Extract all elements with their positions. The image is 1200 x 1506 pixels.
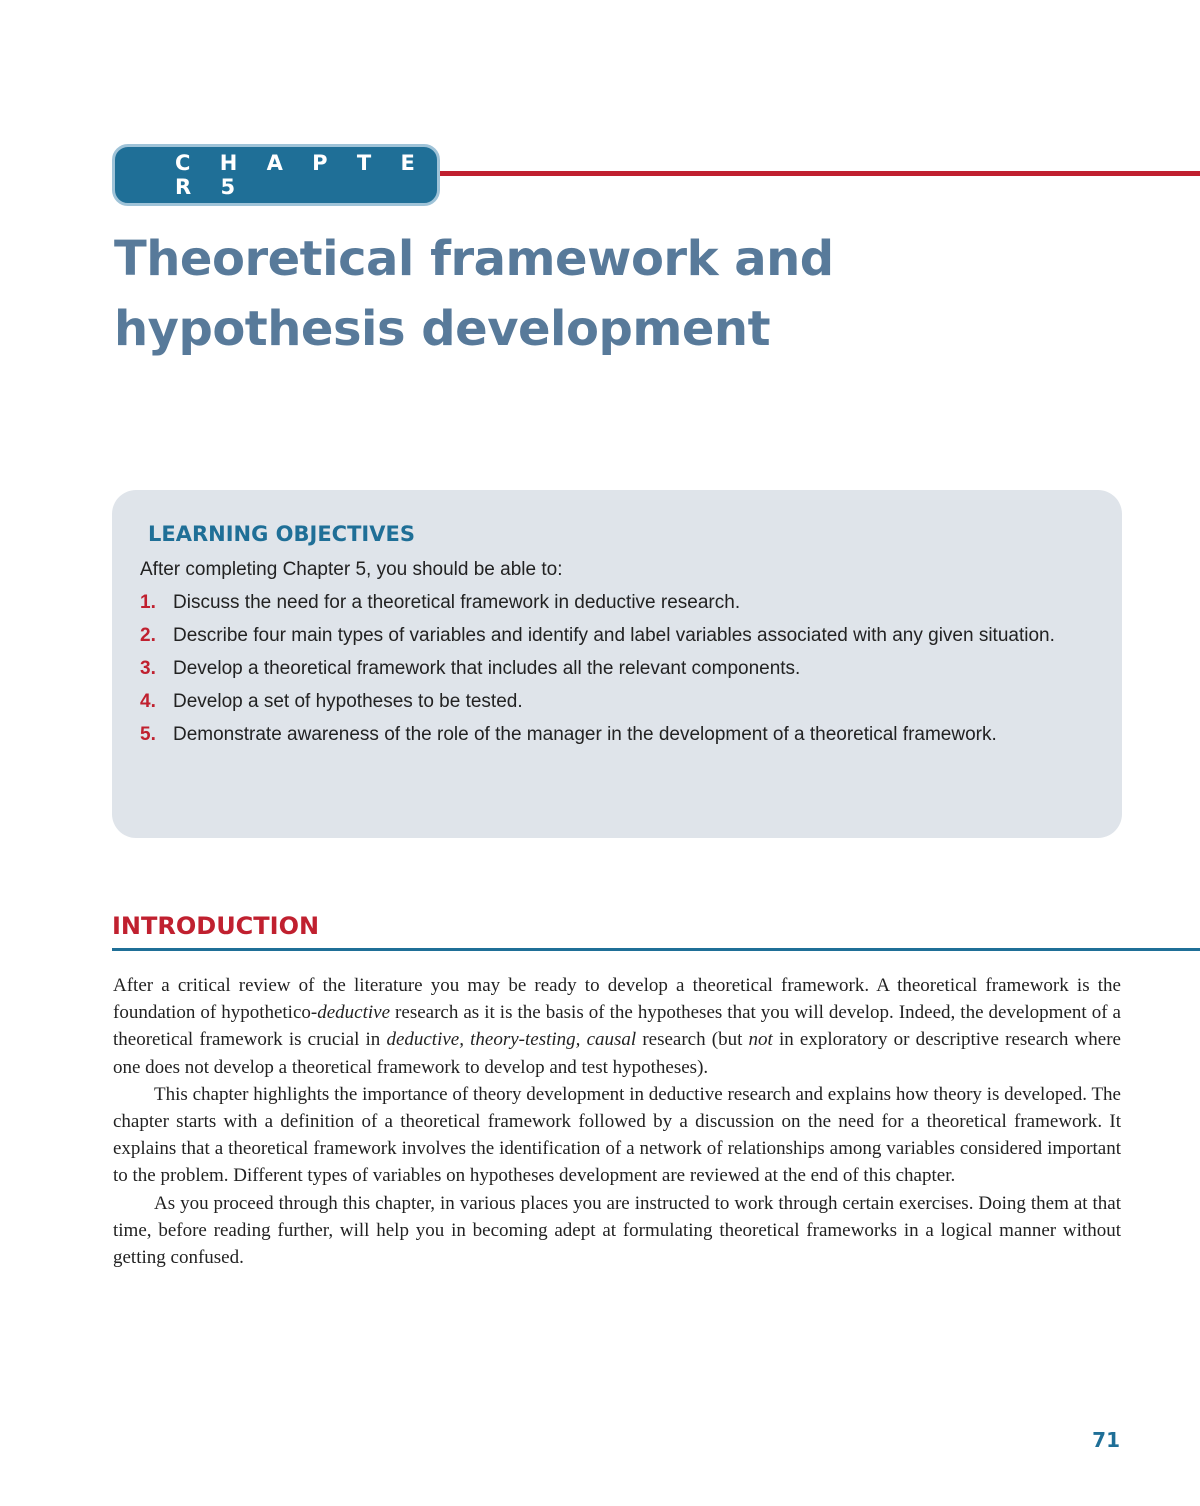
chapter-label: C H A P T E R 5 xyxy=(175,151,426,199)
emphasis-text: deductive xyxy=(317,1002,391,1024)
objective-text: Describe four main types of variables and identify and label variables associated with any given situation. xyxy=(173,625,1055,646)
emphasis-text: not xyxy=(748,1029,773,1051)
objective-number: 4. xyxy=(140,691,156,712)
objective-number: 5. xyxy=(140,724,156,745)
chapter-tab xyxy=(112,144,440,206)
introduction-paragraph-3: As you proceed through this chapter, in various places you are instructed to work through certain exercises. Doing them at that time, before reading further, will help you in becoming adept at formulating theoretical frameworks in a logical manner without getting confused. xyxy=(113,1192,1121,1269)
objective-number: 3. xyxy=(140,658,156,679)
introduction-rule xyxy=(112,948,1200,951)
objective-text: Demonstrate awareness of the role of the manager in the development of a theoretical framework. xyxy=(173,724,997,745)
learning-objectives-intro: After completing Chapter 5, you should be able to: xyxy=(140,559,563,580)
objective-text: Discuss the need for a theoretical framework in deductive research. xyxy=(173,592,741,613)
objective-item xyxy=(140,685,1094,718)
paragraph-text: After a critical review of the literature you may be ready to develop a theoretical framework. A theoretical framework is the foundation of hypothetico- xyxy=(113,975,1121,1024)
paragraph-text: in exploratory or descriptive research where one does not develop a theoretical framework to develop and test hypotheses). xyxy=(113,1029,1121,1078)
learning-objectives-heading: LEARNING OBJECTIVES xyxy=(148,522,415,546)
introduction-paragraph-2: This chapter highlights the importance of theory development in deductive research and explains how theory is developed. The chapter starts with a definition of a theoretical framework followed by a discussion on the need for a theoretical framework. It explains that a theoretical framework involves the identification of a network of relationships among variables considered important to the problem. Different types of variables on hypotheses development are reviewed at the end of this chapter. xyxy=(113,1083,1121,1187)
learning-objectives-list xyxy=(140,586,1094,751)
objective-item xyxy=(140,619,1094,652)
introduction-heading: INTRODUCTION xyxy=(112,912,320,940)
objective-item xyxy=(140,718,1094,751)
emphasis-text: deductive, theory-testing, causal xyxy=(386,1029,637,1051)
paragraph-text: research (but xyxy=(636,1029,749,1051)
paragraph-text: research as it is the basis of the hypotheses that you will develop. Indeed, the development of a theoretical framework is crucial in xyxy=(113,1002,1121,1051)
introduction-body xyxy=(113,972,1121,1271)
introduction-paragraph-1 xyxy=(113,972,1121,1081)
objective-text: Develop a theoretical framework that includes all the relevant components. xyxy=(173,658,801,679)
page-number: 71 xyxy=(1092,1428,1120,1452)
objective-text: Develop a set of hypotheses to be tested. xyxy=(173,691,523,712)
chapter-rule xyxy=(430,171,1200,176)
objective-number: 2. xyxy=(140,625,156,646)
objective-number: 1. xyxy=(140,592,156,613)
learning-objectives-box xyxy=(112,490,1122,838)
objective-item xyxy=(140,652,1094,685)
chapter-title: Theoretical framework and hypothesis development xyxy=(114,231,834,357)
objective-item xyxy=(140,586,1094,619)
